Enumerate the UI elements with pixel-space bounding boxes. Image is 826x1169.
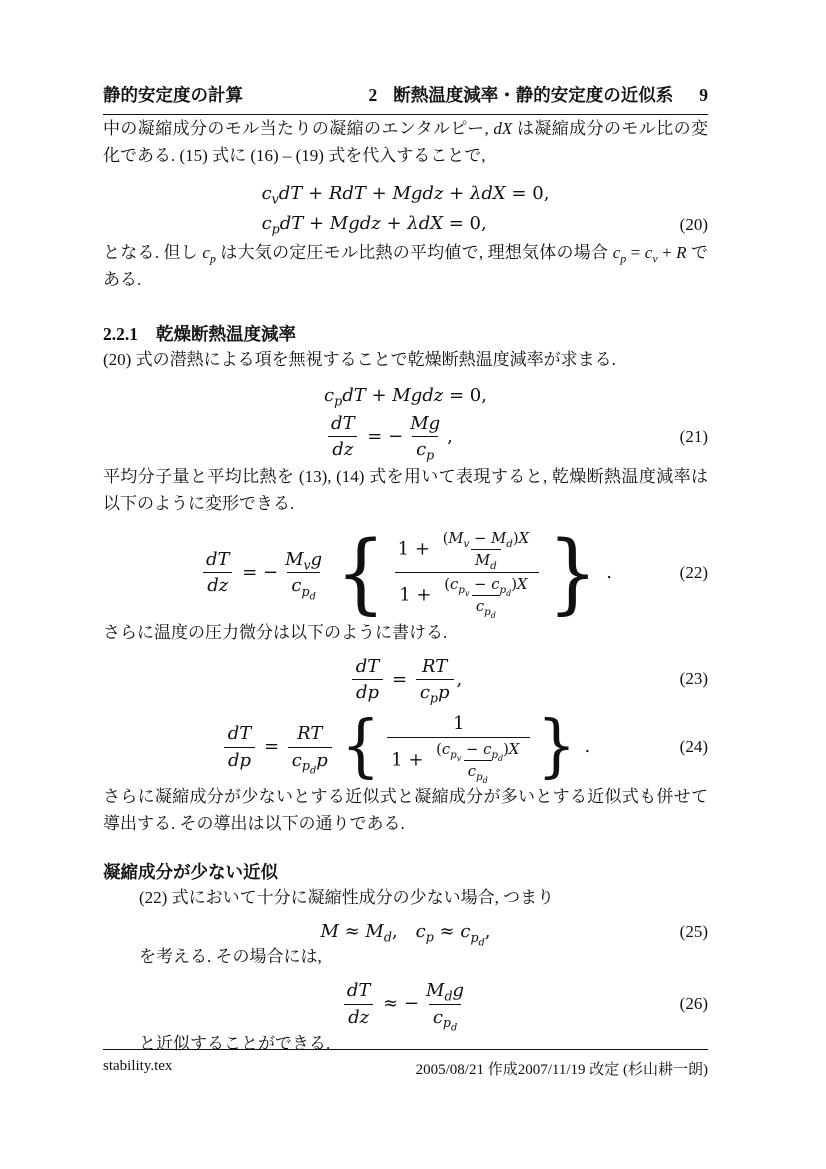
section-heading-title: 乾燥断熱温度減率 — [156, 324, 296, 344]
paragraph-approx-intro: さらに凝縮成分が少ないとする近似式と凝縮成分が多いとする近似式も併せて導出する. その導出は以下の通りである. — [103, 787, 708, 834]
paragraph-pressure-derivative: さらに温度の圧力微分は以下のように書ける. — [103, 622, 448, 642]
equation-23-body: $\frac{dT}{dp}$ = RT $c_pp$ , — [349, 654, 462, 706]
equation-20-line-1: $c_vdT$ + RdT + Mgdz + λdX = 0, — [261, 183, 550, 207]
equation-21-line-2: $\frac{dT}{dz}$ = − $\frac{Mg}{c_p}$ , — [324, 411, 487, 463]
paragraph-dry-lapse-intro: (20) 式の潜熱による項を無視することで乾燥断熱温度減率が求まる. — [103, 350, 616, 369]
equation-22 — [103, 521, 708, 624]
equation-24-body: $\frac{dT}{dp}$ = RT $c_{p_d}p$ { 1 1 + $(c_{p_v} - c_{p_d})X$ $c_{p_d}$ } . — [221, 711, 591, 783]
equation-25 — [103, 921, 708, 949]
equation-tag: (26) — [679, 994, 708, 1014]
equation-20-lines — [262, 179, 550, 239]
equation-20 — [103, 179, 708, 239]
header-section-title: 断熱温度減率・静的安定度の近似系 — [393, 85, 674, 105]
equation-26-body: $\frac{dT}{dz}$ ≈ − $M_dg$ $c_{p_d}$ — [340, 978, 471, 1030]
equation-tag: (22) — [679, 562, 708, 582]
page-footer — [103, 1049, 708, 1079]
footer-revision-date: 2005/08/21 作成2007/11/19 改定 (杉山耕一朗) — [415, 1062, 708, 1078]
equation-21 — [103, 381, 708, 463]
equation-26 — [103, 978, 708, 1034]
paragraph-cp-note: となる. 但し $c_p$ は大気の定圧モル比熱の平均値で, 理想気体の場合 $c_p = c_v + R$ である. — [103, 243, 709, 289]
equation-tag: (20) — [679, 215, 708, 234]
section-heading-2-2-1 — [103, 321, 708, 346]
equation-22-body: $\frac{dT}{dz}$ = − $M_vg$ $c_{p_d}$ { 1 + $\frac{(M_v - M_d)X}{M_d}$ 1 + $(c_{p_v} - c_{p_d})X$ $c_{p_d}$ } . — [199, 527, 612, 619]
equation-24 — [103, 707, 708, 787]
footer-filename: stability.tex — [103, 1058, 173, 1074]
paragraph-mean-molecular: 平均分子量と平均比熱を (13), (14) 式を用いて表現すると, 乾燥断熱温度減率は以下のように変形できる. — [103, 466, 708, 513]
heading-few-condensate: 凝縮成分が少ない近似 — [103, 862, 278, 883]
equation-21-lines — [324, 381, 487, 463]
paragraph-few-condensate-case: (22) 式において十分に凝縮性成分の少ない場合, つまり — [139, 888, 555, 908]
equation-21-line-1: $c_pdT$ + Mgdz = 0, — [324, 385, 487, 409]
equation-20-line-2: $c_pdT$ + Mgdz + λdX = 0, — [261, 213, 487, 237]
equation-tag: (21) — [679, 426, 708, 446]
equation-tag: (25) — [679, 922, 708, 942]
equation-25-body: $M \approx M_d$, $c_p \approx c_{p_d}$, — [320, 921, 491, 949]
running-header — [103, 82, 708, 115]
equation-tag: (24) — [679, 737, 708, 757]
header-left-title: 静的安定度の計算 — [103, 85, 243, 105]
header-section-number: 2 — [368, 85, 378, 105]
paragraph-can-approximate: と近似することができる. — [139, 1033, 331, 1053]
equation-23 — [103, 654, 708, 706]
section-heading-number: 2.2.1 — [103, 324, 138, 344]
equation-tag: (23) — [679, 669, 708, 689]
text-column — [103, 0, 708, 1057]
paragraph-enthalpy: 中の凝縮成分のモル当たりの凝縮のエンタルピー, dX は凝縮成分のモル比の変化である. (15) 式に (16) – (19) 式を代入することで, — [103, 119, 709, 165]
paragraph-consider-case: を考える. その場合には, — [139, 947, 322, 967]
page-number: 9 — [699, 85, 708, 105]
